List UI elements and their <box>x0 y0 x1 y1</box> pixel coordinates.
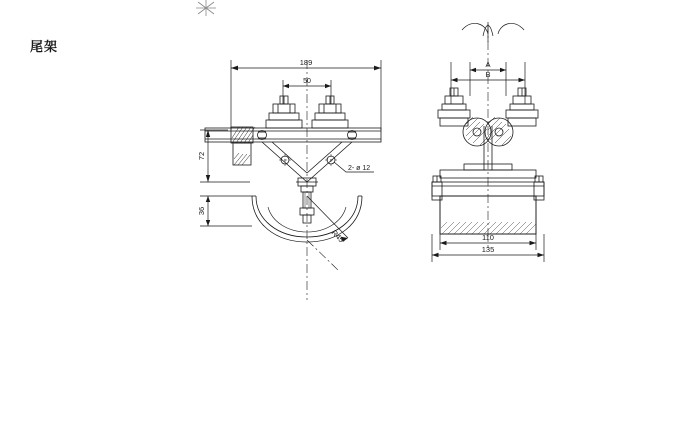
side-view <box>432 22 544 262</box>
dimension-189 <box>231 60 381 130</box>
label-A: A <box>485 60 491 69</box>
hatched-block <box>231 127 255 143</box>
label-B: B <box>485 70 491 79</box>
label-72: 72 <box>197 151 206 161</box>
stray-mark <box>196 0 216 16</box>
hole-left <box>279 154 291 166</box>
side-bolt-right <box>348 131 357 140</box>
label-110: 110 <box>482 233 494 242</box>
bolt-assembly-left <box>266 96 302 128</box>
side-bolt-left <box>258 131 267 140</box>
dimension-36 <box>200 196 252 226</box>
label-135: 135 <box>481 245 495 254</box>
label-2-dia-12: 2- ø 12 <box>348 165 371 172</box>
page-title: 尾架 <box>30 39 59 54</box>
label-189: 189 <box>299 58 313 67</box>
dimension-72 <box>200 130 250 182</box>
front-view <box>200 60 381 300</box>
label-R45: R45 <box>329 228 346 245</box>
wire-symbol <box>462 22 524 42</box>
clamp-right <box>506 88 538 126</box>
clamp-left <box>438 88 470 126</box>
bolt-assembly-right <box>312 96 348 128</box>
label-36: 36 <box>197 206 206 216</box>
label-50: 50 <box>303 78 311 85</box>
